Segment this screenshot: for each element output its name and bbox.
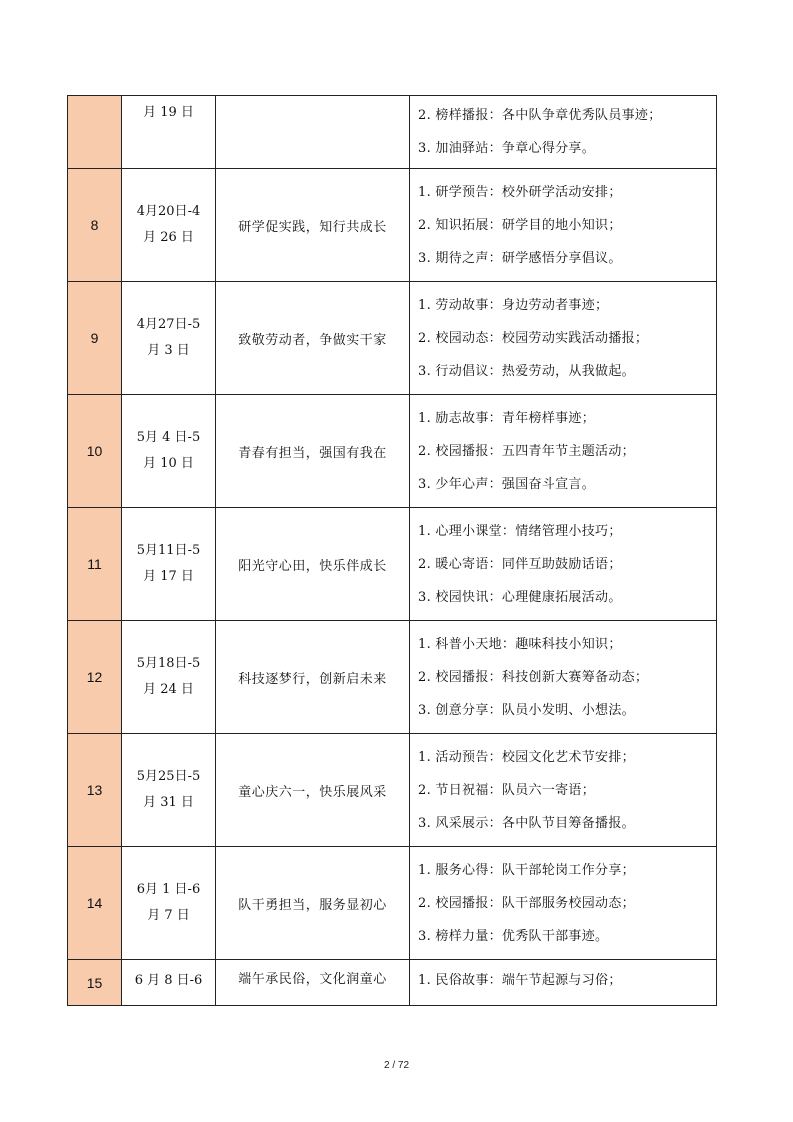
page-number: 2 / 72	[383, 1060, 410, 1071]
content-item: 3. 榜样力量：优秀队干部事迹。	[418, 928, 609, 944]
date-range-cell: 5月25日-5 月 31 日	[122, 734, 216, 847]
content-cell	[410, 508, 717, 621]
date-range-cell: 5月 4 日-5 月 10 日	[122, 395, 216, 508]
theme-cell	[216, 96, 410, 169]
week-number-cell: 9	[68, 282, 122, 395]
date-range-cell: 6 月 8 日-6	[122, 960, 216, 1006]
theme-cell: 端午承民俗，文化润童心	[216, 960, 410, 1006]
table-row	[68, 169, 717, 282]
content-item: 3. 风采展示：各中队节目筹备播报。	[418, 815, 635, 831]
theme-cell: 致敬劳动者，争做实干家	[216, 282, 410, 395]
theme-cell: 阳光守心田，快乐伴成长	[216, 508, 410, 621]
content-item: 3. 校园快讯：心理健康拓展活动。	[418, 589, 622, 605]
date-range-cell: 5月18日-5 月 24 日	[122, 621, 216, 734]
schedule-table	[67, 95, 717, 1006]
content-cell	[410, 282, 717, 395]
content-item: 3. 加油驿站：争章心得分享。	[418, 141, 596, 156]
content-cell	[410, 621, 717, 734]
content-item: 3. 期待之声：研学感悟分享倡议。	[418, 250, 622, 266]
content-item: 1. 科普小天地：趣味科技小知识；	[418, 636, 622, 652]
table-row	[68, 960, 717, 1006]
week-number-cell: 12	[68, 621, 122, 734]
week-number-cell: 10	[68, 395, 122, 508]
theme-cell: 童心庆六一，快乐展风采	[216, 734, 410, 847]
week-number-cell: 15	[68, 960, 122, 1006]
table-row	[68, 96, 717, 169]
table-row	[68, 508, 717, 621]
date-range-cell: 4月20日-4 月 26 日	[122, 169, 216, 282]
theme-cell: 科技逐梦行，创新启未来	[216, 621, 410, 734]
week-number-cell: 11	[68, 508, 122, 621]
content-item: 1. 劳动故事：身边劳动者事迹；	[418, 297, 609, 313]
content-cell	[410, 169, 717, 282]
content-item: 2. 校园动态：校园劳动实践活动播报；	[418, 330, 649, 346]
theme-cell: 队干勇担当，服务显初心	[216, 847, 410, 960]
theme-cell: 研学促实践，知行共成长	[216, 169, 410, 282]
table-row	[68, 847, 717, 960]
content-item: 1. 民俗故事：端午节起源与习俗；	[418, 973, 622, 988]
week-number-cell: 14	[68, 847, 122, 960]
content-item: 3. 少年心声：强国奋斗宣言。	[418, 476, 596, 492]
table-row	[68, 282, 717, 395]
table-row	[68, 734, 717, 847]
content-item: 1. 活动预告：校园文化艺术节安排；	[418, 749, 635, 765]
content-item: 2. 校园播报：科技创新大赛筹备动态；	[418, 669, 649, 685]
content-item: 3. 行动倡议：热爱劳动，从我做起。	[418, 363, 635, 379]
content-item: 2. 暖心寄语：同伴互助鼓励话语；	[418, 556, 622, 572]
content-item: 2. 知识拓展：研学目的地小知识；	[418, 217, 622, 233]
content-item: 2. 榜样播报：各中队争章优秀队员事迹；	[418, 108, 662, 123]
date-range-cell: 月 19 日	[122, 96, 216, 169]
content-item: 1. 心理小课堂：情绪管理小技巧；	[418, 523, 622, 539]
content-item: 2. 校园播报：五四青年节主题活动；	[418, 443, 635, 459]
date-range-cell: 4月27日-5 月 3 日	[122, 282, 216, 395]
week-number-cell: 8	[68, 169, 122, 282]
content-item: 1. 研学预告：校外研学活动安排；	[418, 184, 622, 200]
content-item: 1. 励志故事：青年榜样事迹；	[418, 410, 596, 426]
content-cell	[410, 847, 717, 960]
content-cell	[410, 960, 717, 1006]
table-row	[68, 395, 717, 508]
theme-cell: 青春有担当，强国有我在	[216, 395, 410, 508]
date-range-cell: 6月 1 日-6 月 7 日	[122, 847, 216, 960]
week-number-cell	[68, 96, 122, 169]
content-item: 2. 节日祝福：队员六一寄语；	[418, 782, 596, 798]
content-cell	[410, 734, 717, 847]
content-item: 2. 校园播报：队干部服务校园动态；	[418, 895, 635, 911]
content-item: 1. 服务心得：队干部轮岗工作分享；	[418, 862, 635, 878]
table-row	[68, 621, 717, 734]
date-range-cell: 5月11日-5 月 17 日	[122, 508, 216, 621]
content-cell	[410, 96, 717, 169]
content-cell	[410, 395, 717, 508]
week-number-cell: 13	[68, 734, 122, 847]
content-item: 3. 创意分享：队员小发明、小想法。	[418, 702, 635, 718]
